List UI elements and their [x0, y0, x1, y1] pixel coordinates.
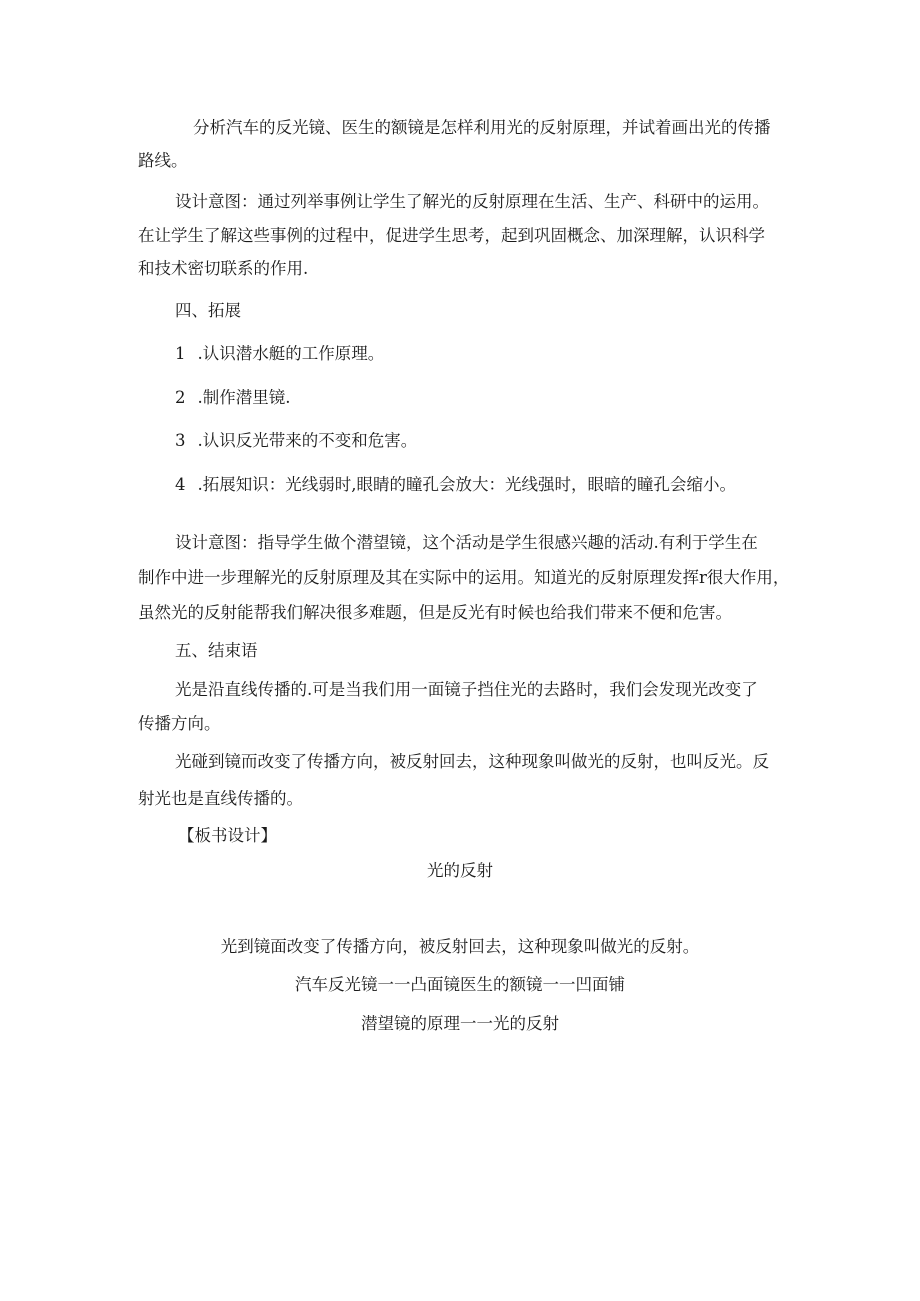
para1-line2: 路线。	[138, 151, 188, 170]
section-heading-conclusion: 五、结束语	[175, 641, 258, 660]
para2-line3: 和技术密切联系的作用.	[138, 259, 309, 278]
list-item	[175, 381, 291, 414]
list-item-text: .认识潜水艇的工作原理。	[197, 344, 385, 363]
list-item-text: .拓展知识：光线弱时,眼睛的瞳孔会放大：光线强时，眼暗的瞳孔会缩小。	[197, 475, 736, 494]
list-item-number: 2	[175, 388, 186, 407]
para4-line2: 传播方向。	[138, 714, 221, 733]
list-item	[175, 337, 384, 370]
para1-line1: 分析汽车的反光镜、医生的额镜是怎样利用光的反射原理，并试着画出光的传播	[193, 118, 771, 137]
section-heading-extension: 四、拓展	[175, 301, 241, 320]
list-item-number: 1	[175, 344, 186, 363]
board-line-3: 潜望镜的原理一一光的反射	[361, 1014, 559, 1033]
board-design-heading: 【板书设计】	[178, 826, 277, 845]
board-line-1: 光到镜面改变了传播方向，被反射回去，这种现象叫做光的反射。	[220, 937, 700, 956]
list-item-number: 4	[175, 475, 186, 494]
list-item	[175, 468, 736, 501]
para3-line2: 制作中进一步理解光的反射原理及其在实际中的运用。知道光的反射原理发挥r很大作用，	[138, 568, 790, 587]
para2-line2: 在让学生了解这些事例的过程中，促进学生思考，起到巩固概念、加深理解，认识科学	[138, 226, 765, 245]
para4-line1: 光是沿直线传播的.可是当我们用一面镜子挡住光的去路时，我们会发现光改变了	[175, 680, 758, 699]
list-item	[175, 424, 417, 457]
para3-line1: 设计意图：指导学生做个潜望镜，这个活动是学生很感兴趣的活动.有利于学生在	[175, 533, 758, 552]
list-item-text: .制作潜里镜.	[197, 388, 291, 407]
para5-line1: 光碰到镜而改变了传播方向，被反射回去，这种现象叫做光的反射，也叫反光。反	[175, 752, 769, 771]
board-title: 光的反射	[427, 861, 493, 880]
para5-line2: 射光也是直线传播的。	[138, 789, 303, 808]
list-item-number: 3	[175, 431, 186, 450]
para3-line3: 虽然光的反射能帮我们解决很多难题，但是反光有时候也给我们带来不便和危害。	[138, 603, 732, 622]
board-line-2: 汽车反光镜一一凸面镜医生的额镜一一凹面铺	[295, 975, 625, 994]
para2-line1: 设计意图：通过列举事例让学生了解光的反射原理在生活、生产、科研中的运用。	[175, 192, 769, 211]
list-item-text: .认识反光带来的不变和危害。	[197, 431, 418, 450]
